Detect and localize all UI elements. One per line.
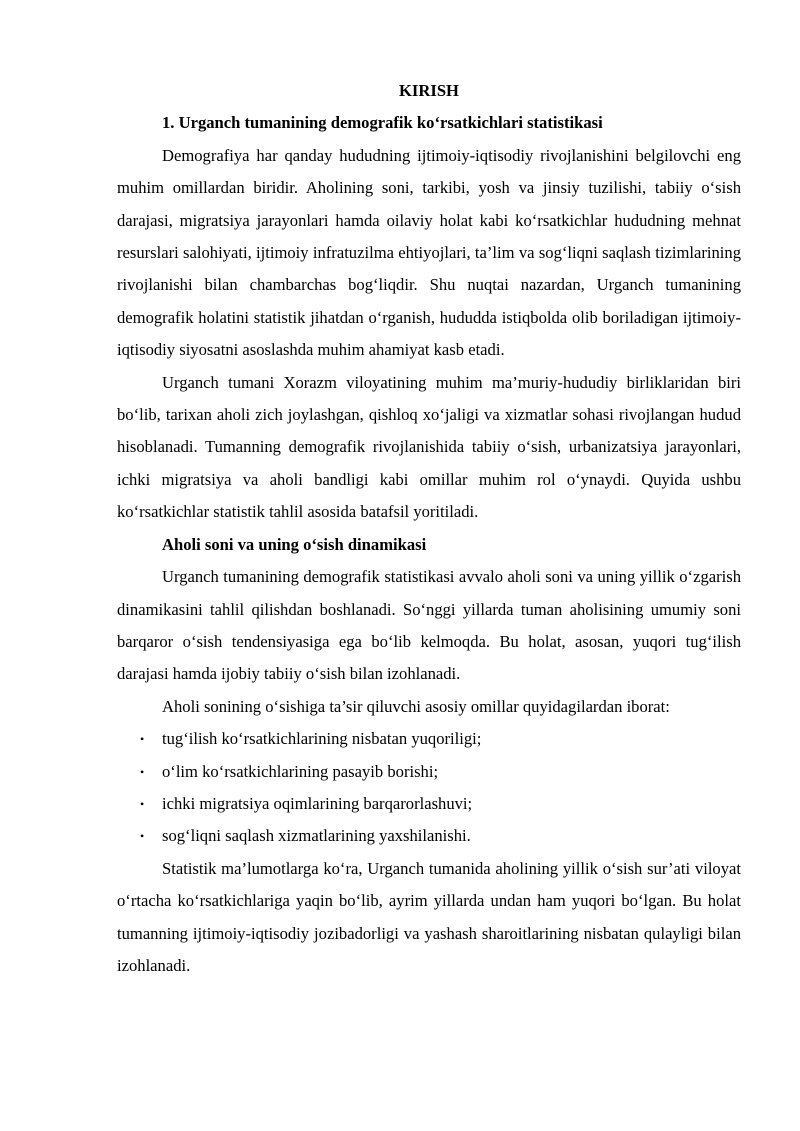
list-item-text: ichki migratsiya oqimlarining barqarorlashuvi; (162, 793, 473, 813)
bullet-list (117, 723, 741, 853)
document-body (117, 75, 741, 982)
paragraph: Demografiya har qanday hududning ijtimoiy-iqtisodiy rivojlanishini belgilovchi eng muhim omillardan biridir. Aholining soni, tarkibi, yosh va jinsiy tuzilishi, tabiiy o‘sish darajasi, migratsiya jarayonlari hamda oilaviy holat kabi ko‘rsatkichlar hududning mehnat resurslari salohiyati, ijtimoiy infratuzilma ehtiyojlari, ta’lim va sog‘liqni saqlash tizimlarining rivojlanishi bilan chambarchas bog‘liqdir. Shu nuqtai nazardan, Urganch tumanining demografik holatini statistik jihatdan o‘rganish, hududda istiqbolda olib boriladigan ijtimoiy-iqtisodiy siyosatni asoslashda muhim ahamiyat kasb etadi. (117, 145, 741, 360)
bullet-icon: • (140, 764, 145, 779)
section-heading: 1. Urganch tumanining demografik ko‘rsatkichlari statistikasi (162, 113, 603, 133)
bullet-icon: • (140, 732, 145, 747)
bullet-icon: • (140, 829, 145, 844)
list-item-text: o‘lim ko‘rsatkichlarining pasayib borishi; (162, 761, 439, 781)
subheading: Aholi soni va uning o‘sish dinamikasi (162, 534, 427, 554)
list-item (117, 820, 741, 852)
paragraph: Statistik ma’lumotlarga ko‘ra, Urganch tumanida aholining yillik o‘sish sur’ati viloyat o‘rtacha ko‘rsatkichlariga yaqin bo‘lib, ayrim yillarda undan ham yuqori bo‘lgan. Bu holat tumanning ijtimoiy-iqtisodiy jozibadorligi va yashash sharoitlarining nisbatan qulayligi bilan izohlanadi. (117, 858, 741, 975)
document-title: KIRISH (399, 81, 459, 100)
bullet-icon: • (140, 796, 145, 811)
paragraph: Urganch tumanining demografik statistikasi avvalo aholi soni va uning yillik o‘zgarish dinamikasini tahlil qilishdan boshlanadi. So‘nggi yillarda tuman aholisining umumiy soni barqaror o‘sish tendensiyasiga ega bo‘lib kelmoqda. Bu holat, asosan, yuqori tug‘ilish darajasi hamda ijobiy tabiiy o‘sish bilan izohlanadi. (117, 567, 741, 684)
list-item-text: tug‘ilish ko‘rsatkichlarining nisbatan yuqoriligi; (162, 729, 482, 749)
paragraph: Urganch tumani Xorazm viloyatining muhim ma’muriy-hududiy birliklaridan biri bo‘lib, tarixan aholi zich joylashgan, qishloq xo‘jaligi va xizmatlar sohasi rivojlangan hudud hisoblanadi. Tumanning demografik rivojlanishida tabiiy o‘sish, urbanizatsiya jarayonlari, ichki migratsiya va aholi bandligi kabi omillar muhim rol o‘ynaydi. Quyida ushbu ko‘rsatkichlar statistik tahlil asosida batafsil yoritiladi. (117, 372, 741, 522)
list-item (117, 756, 741, 788)
list-item-text: sog‘liqni saqlash xizmatlarining yaxshilanishi. (162, 826, 471, 846)
list-item (117, 723, 741, 755)
list-item (117, 788, 741, 820)
paragraph: Aholi sonining o‘sishiga ta’sir qiluvchi asosiy omillar quyidagilardan iborat: (162, 696, 670, 716)
